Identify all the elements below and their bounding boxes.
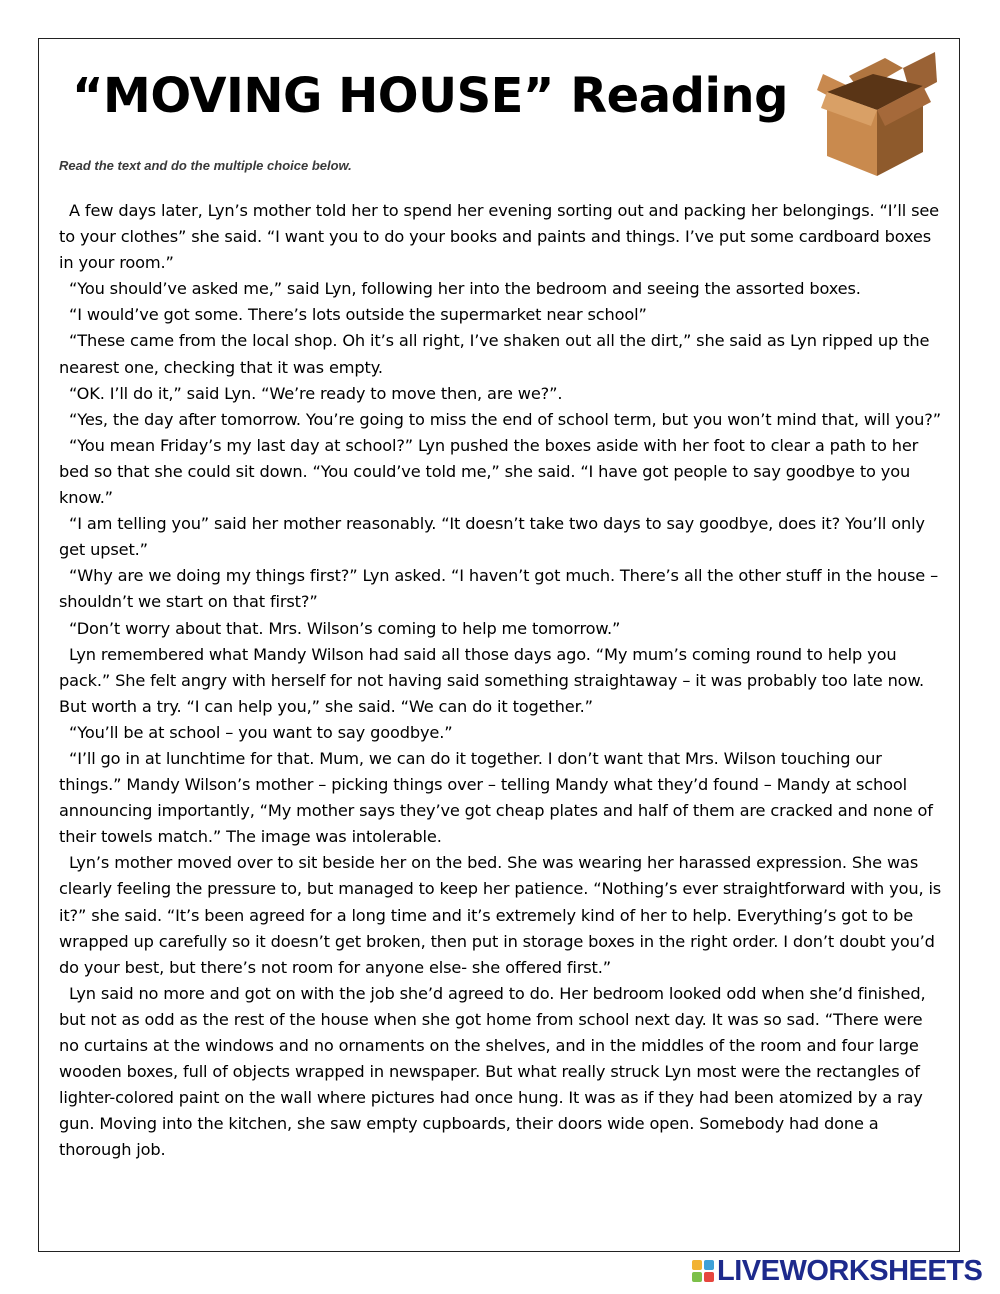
story-paragraph: “You should’ve asked me,” said Lyn, following her into the bedroom and seeing the assorted boxes. <box>69 279 861 299</box>
story-paragraph: “I am telling you” said her mother reasonably. “It doesn’t take two days to say goodbye, does it? You’ll only get upset.” <box>59 514 925 560</box>
story-paragraph: “Yes, the day after tomorrow. You’re going to miss the end of school term, but you won’t mind that, will you?” <box>69 409 941 429</box>
story-paragraph: “OK. I’ll do it,” said Lyn. “We’re ready to move then, are we?”. <box>69 383 563 403</box>
logo-grid-icon <box>692 1260 714 1282</box>
story-paragraph: “I would’ve got some. There’s lots outside the supermarket near school” <box>69 305 647 325</box>
story-paragraph: “These came from the local shop. Oh it’s all right, I’ve shaken out all the dirt,” she said as Lyn ripped up the nearest one, checking that it was empty. <box>59 331 930 377</box>
story-text <box>59 198 947 1163</box>
story-paragraph: Lyn said no more and got on with the job she’d agreed to do. Her bedroom looked odd when she’d finished, but not as odd as the rest of the house when she got home from school next day. It was so sad. “There were no curtains at the windows and no ornaments on the shelves, and in the middles of the room and four large wooden boxes, full of objects wrapped in newspaper. But what really struck Lyn most were the rectangles of lighter-colored paint on the wall where pictures had once hung. It was as if they had been atomized by a ray gun. Moving into the kitchen, she saw empty cupboards, their doors wide open. Somebody had done a thorough job. <box>59 983 926 1160</box>
instructions-text: Read the text and do the multiple choice below. <box>59 158 352 173</box>
story-paragraph: A few days later, Lyn’s mother told her to spend her evening sorting out and packing her belongings. “I’ll see to your clothes” she said. “I want you to do your books and paints and things. I’ve put some cardboard boxes in your room.” <box>59 201 939 273</box>
story-paragraph: Lyn’s mother moved over to sit beside her on the bed. She was wearing her harassed expression. She was clearly feeling the pressure to, but managed to keep her patience. “Nothing’s ever straightforward with you, is it?” she said. “It’s been agreed for a long time and it’s extremely kind of her to help. Everything’s got to be wrapped up carefully so it doesn’t get broken, then put in storage boxes in the right order. I don’t doubt you’d do your best, but there’s not room for anyone else- she offered first.” <box>59 853 942 977</box>
page-title: “MOVING HOUSE” Reading <box>72 68 788 124</box>
story-paragraph: “Why are we doing my things first?” Lyn asked. “I haven’t got much. There’s all the other stuff in the house – shouldn’t we start on that first?” <box>59 566 939 612</box>
cardboard-box-icon <box>815 52 937 178</box>
liveworksheets-logo[interactable] <box>692 1256 982 1286</box>
story-paragraph: “You’ll be at school – you want to say goodbye.” <box>69 722 453 742</box>
story-paragraph: “I’ll go in at lunchtime for that. Mum, we can do it together. I don’t want that Mrs. Wilson touching our things.” Mandy Wilson’s mother – picking things over – telling Mandy what they’d found – Mandy at school announcing importantly, “My mother says they’ve got cheap plates and half of them are cracked and none of their towels match.” The image was intolerable. <box>59 748 933 847</box>
story-paragraph: “Don’t worry about that. Mrs. Wilson’s coming to help me tomorrow.” <box>69 618 621 638</box>
story-paragraph: Lyn remembered what Mandy Wilson had said all those days ago. “My mum’s coming round to help you pack.” She felt angry with herself for not having said something straightaway – it was probably too late now. But worth a try. “I can help you,” she said. “We can do it together.” <box>59 644 925 716</box>
logo-text: LIVEWORKSHEETS <box>717 1255 983 1287</box>
story-paragraph: “You mean Friday’s my last day at school?” Lyn pushed the boxes aside with her foot to clear a path to her bed so that she could sit down. “You could’ve told me,” she said. “I have got people to say goodbye to you know.” <box>59 435 919 508</box>
